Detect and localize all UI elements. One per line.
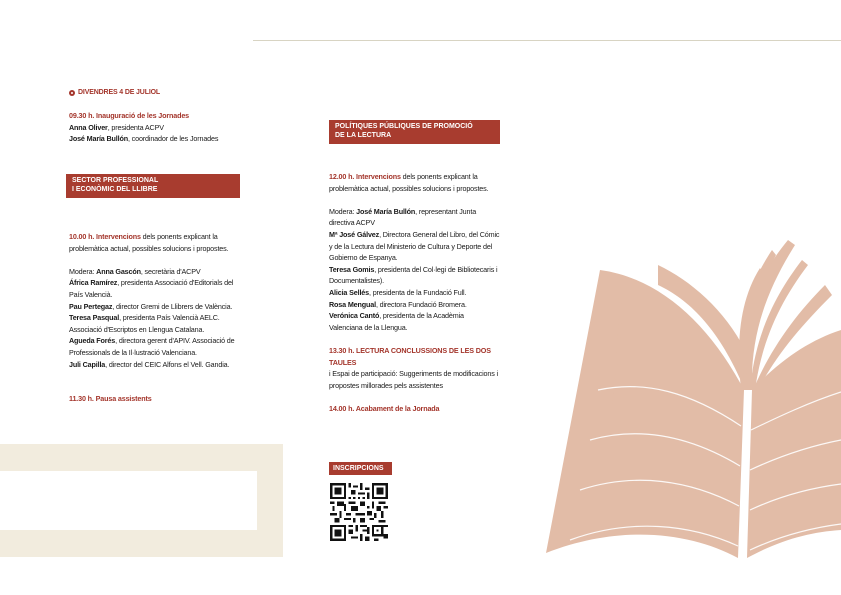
top-divider-line xyxy=(253,40,841,41)
panelist-3: Alicia Sellés, presidenta de la Fundació Full. xyxy=(329,287,467,297)
left-session: 10.00 h. Intervencions dels ponents explicant la problemàtica actual, possibles solucions i propostes. Modera: Anna Gascón, secretària d'ACPV África Ramírez, presidenta Associació d'Editorials del País Valencià. Pau Pertegaz, director Gremi de Llibrers de València. Teresa Pasqual, presidenta País Valencià AELC. Associació d'Escriptos en Llengua Catalana. Agueda Forés, directora gerent d'APIV. Associació de Professionals de la Il·lustració Valenciana. Juli Capilla, director del CEIC Alfons el Vell. Gandia. 11.30 h. Pausa assistents xyxy=(69,231,249,405)
intervention-line: 12.00 h. Intervencions dels ponents explicant la xyxy=(329,172,478,181)
right-session: 12.00 h. Intervencions dels ponents explicant la problemàtica actual, possibles solucions i propostes. Modera: José María Bullón, representant Junta directiva ACPV Mª José Gálvez, Directora General del Libro, del Cómic y de la Lectura del Ministerio de Cultura y Deporte del Gobierno de Espanya. Teresa Gomis, presidenta del Col·legi de Bibliotecaris i Documentalistes). Alicia Sellés, presidenta de la Fundació Full. Rosa Mengual, directora Fundació Bromera. Verónica Cantó, presidenta de la Acadèmia Valenciana de la Llengua. 13.30 h. LECTURA CONCLUSSIONS DE LES DOS TAULES i Espai de participació: Suggeriments de modificacions i propostes millorades pels assistentes 14.00 h. Acabament de la Jornada xyxy=(329,171,509,414)
panelist-2: Teresa Gomis, presidenta del Col·legi de Bibliotecaris i xyxy=(329,264,498,274)
panelist-3: Teresa Pasqual, presidenta País Valencià AELC. xyxy=(69,313,220,323)
moderator-line: Modera: Anna Gascón, secretària d'ACPV xyxy=(69,266,201,276)
open-book-illustration xyxy=(540,240,841,560)
conclusions-title: 13.30 h. LECTURA CONCLUSSIONS DE LES DOS TAULES xyxy=(329,345,491,367)
panelist-1: Mª José Gálvez, Directora General del Libro, del Cómic xyxy=(329,229,500,239)
section-banner-policies: POLÍTIQUES PÚBLIQUES DE PROMOCIÓ DE LA LECTURA xyxy=(329,120,500,144)
panelist-4: Agueda Forés, directora gerent d'APIV. Associació de xyxy=(69,336,235,346)
decorative-white-inset xyxy=(0,471,257,530)
bullet-icon xyxy=(69,90,75,96)
closing-line: 14.00 h. Acabament de la Jornada xyxy=(329,403,440,413)
moderator-line: Modera: José María Bullón, representant Junta xyxy=(329,206,477,216)
panelist-2: Pau Pertegaz, director Gremi de Llibrers de València. xyxy=(69,301,233,311)
inauguration-speaker-1: Anna Oliver, presidenta ACPV xyxy=(69,122,164,132)
section-banner-sector: SECTOR PROFESSIONAL I ECONÒMIC DEL LLIBRE xyxy=(66,174,240,198)
inauguration-title: 09.30 h. Inauguració de les Jornades xyxy=(69,111,190,121)
panelist-5: Juli Capilla, director del CEIC Alfons el Vell. Gandia. xyxy=(69,359,230,369)
inauguration-speaker-2: José María Bullón, coordinador de les Jornades xyxy=(69,134,219,144)
intervention-line: 10.00 h. Intervencions dels ponents explicant la xyxy=(69,232,218,241)
left-column xyxy=(69,87,244,145)
registration-button[interactable]: INSCRIPCIONS xyxy=(329,462,392,475)
panelist-5: Verónica Cantó, presidenta de la Acadèmia xyxy=(329,311,464,321)
panelist-4: Rosa Mengual, directora Fundació Bromera. xyxy=(329,299,467,309)
qr-code-icon[interactable] xyxy=(330,483,388,541)
day-heading: DIVENDRES 4 DE JULIOL xyxy=(69,87,244,99)
panelist-1: África Ramírez, presidenta Associació d'Editorials del xyxy=(69,278,234,288)
pause-line: 11.30 h. Pausa assistents xyxy=(69,394,152,404)
